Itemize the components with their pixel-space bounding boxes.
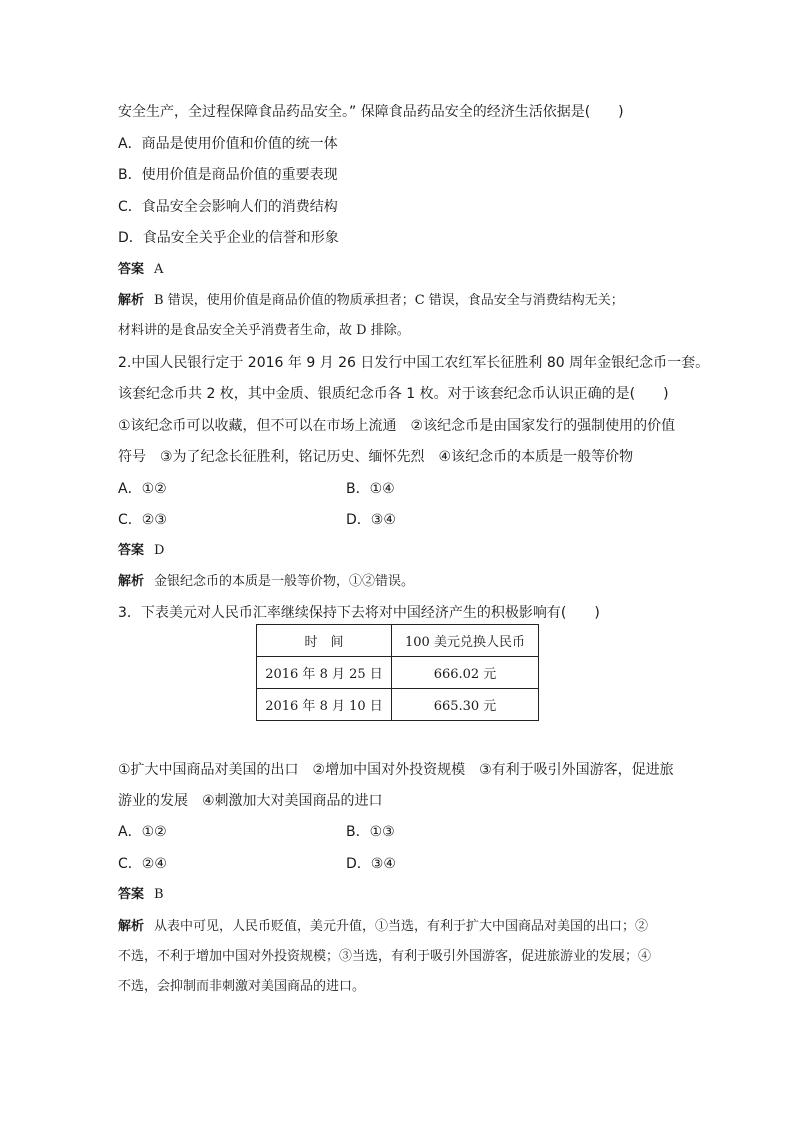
answer-label: 答案 [118, 543, 145, 558]
q1-option-a: A．商品是使用价值和价值的统一体 [118, 136, 338, 152]
table-cell-date: 2016 年 8 月 10 日 [257, 689, 392, 721]
exchange-rate-table [256, 624, 539, 721]
q3-option-c: C．②④ [118, 856, 167, 872]
q3-stem: 3．下表美元对人民币汇率继续保持下去将对中国经济产生的积极影响有( ) [118, 605, 600, 621]
table-cell-date: 2016 年 8 月 25 日 [257, 657, 392, 689]
q3-analysis-line-2: 不选，不利于增加中国对外投资规模；③当选，有利于吸引外国游客，促进旅游业的发展；④ [118, 949, 652, 964]
q1-analysis-text-1: B 错误，使用价值是商品价值的物质承担者；C 错误，食品安全与消费结构无关； [154, 293, 624, 308]
q3-answer [118, 885, 164, 905]
q3-analysis-text-1: 从表中可见，人民币贬值，美元升值，①当选，有利于扩大中国商品对美国的出口；② [154, 919, 649, 934]
analysis-label: 解析 [118, 293, 145, 308]
q2-analysis-text: 金银纪念币的本质是一般等价物，①②错误。 [154, 574, 415, 589]
q3-choice-line-2: 游业的发展 ④刺激加大对美国商品的进口 [118, 793, 383, 809]
q2-stem-line-3: ①该纪念币可以收藏，但不可以在市场上流通 ②该纪念币是由国家发行的强制使用的价值 [118, 418, 676, 434]
q1-option-d: D．食品安全关乎企业的信誉和形象 [118, 230, 339, 246]
q2-option-a: A．①② [118, 481, 167, 497]
q2-option-b: B．①④ [346, 481, 395, 497]
table-header-rate: 100 美元兑换人民币 [392, 625, 539, 657]
q2-answer [118, 541, 164, 561]
q3-option-a: A．①② [118, 824, 167, 840]
q2-option-c: C．②③ [118, 512, 167, 528]
q1-stem-tail: 安全生产，全过程保障食品药品安全。” 保障食品药品安全的经济生活依据是( ) [118, 104, 624, 120]
q1-answer-value: A [154, 262, 164, 277]
q3-option-b: B．①③ [346, 824, 395, 840]
table-row [257, 689, 539, 721]
q1-analysis-line-1 [118, 291, 624, 311]
answer-label: 答案 [118, 262, 145, 277]
table-cell-value: 666.02 元 [392, 657, 539, 689]
q1-answer [118, 260, 163, 280]
answer-label: 答案 [118, 887, 145, 902]
table-row [257, 657, 539, 689]
q1-analysis-line-2: 材料讲的是食品安全关乎消费者生命，故 D 排除。 [118, 323, 410, 338]
q1-option-b: B．使用价值是商品价值的重要表现 [118, 167, 338, 183]
q3-analysis-line-1 [118, 917, 648, 937]
analysis-label: 解析 [118, 919, 145, 934]
q2-answer-value: D [154, 543, 165, 558]
table-cell-value: 665.30 元 [392, 689, 539, 721]
q3-choice-line-1: ①扩大中国商品对美国的出口 ②增加中国对外投资规模 ③有利于吸引外国游客，促进旅 [118, 762, 674, 778]
analysis-label: 解析 [118, 574, 145, 589]
table-header-row [257, 625, 539, 657]
q1-option-c: C．食品安全会影响人们的消费结构 [118, 199, 338, 215]
q3-analysis-line-3: 不选，会抑制而非刺激对美国商品的进口。 [118, 979, 366, 994]
q2-option-d: D．③④ [346, 512, 396, 528]
q3-answer-value: B [154, 887, 164, 902]
q2-stem-line-1: 2.中国人民银行定于 2016 年 9 月 26 日发行中国工农红军长征胜利 80 周年金银纪念币一套。 [118, 355, 710, 371]
table-header-time: 时 间 [257, 625, 392, 657]
q2-stem-line-2: 该套纪念币共 2 枚，其中金质、银质纪念币各 1 枚。对于该套纪念币认识正确的是( ) [118, 386, 669, 402]
q2-stem-line-4: 符号 ③为了纪念长征胜利，铭记历史、缅怀先烈 ④该纪念币的本质是一般等价物 [118, 449, 634, 465]
q2-analysis [118, 572, 414, 592]
q3-option-d: D．③④ [346, 856, 396, 872]
